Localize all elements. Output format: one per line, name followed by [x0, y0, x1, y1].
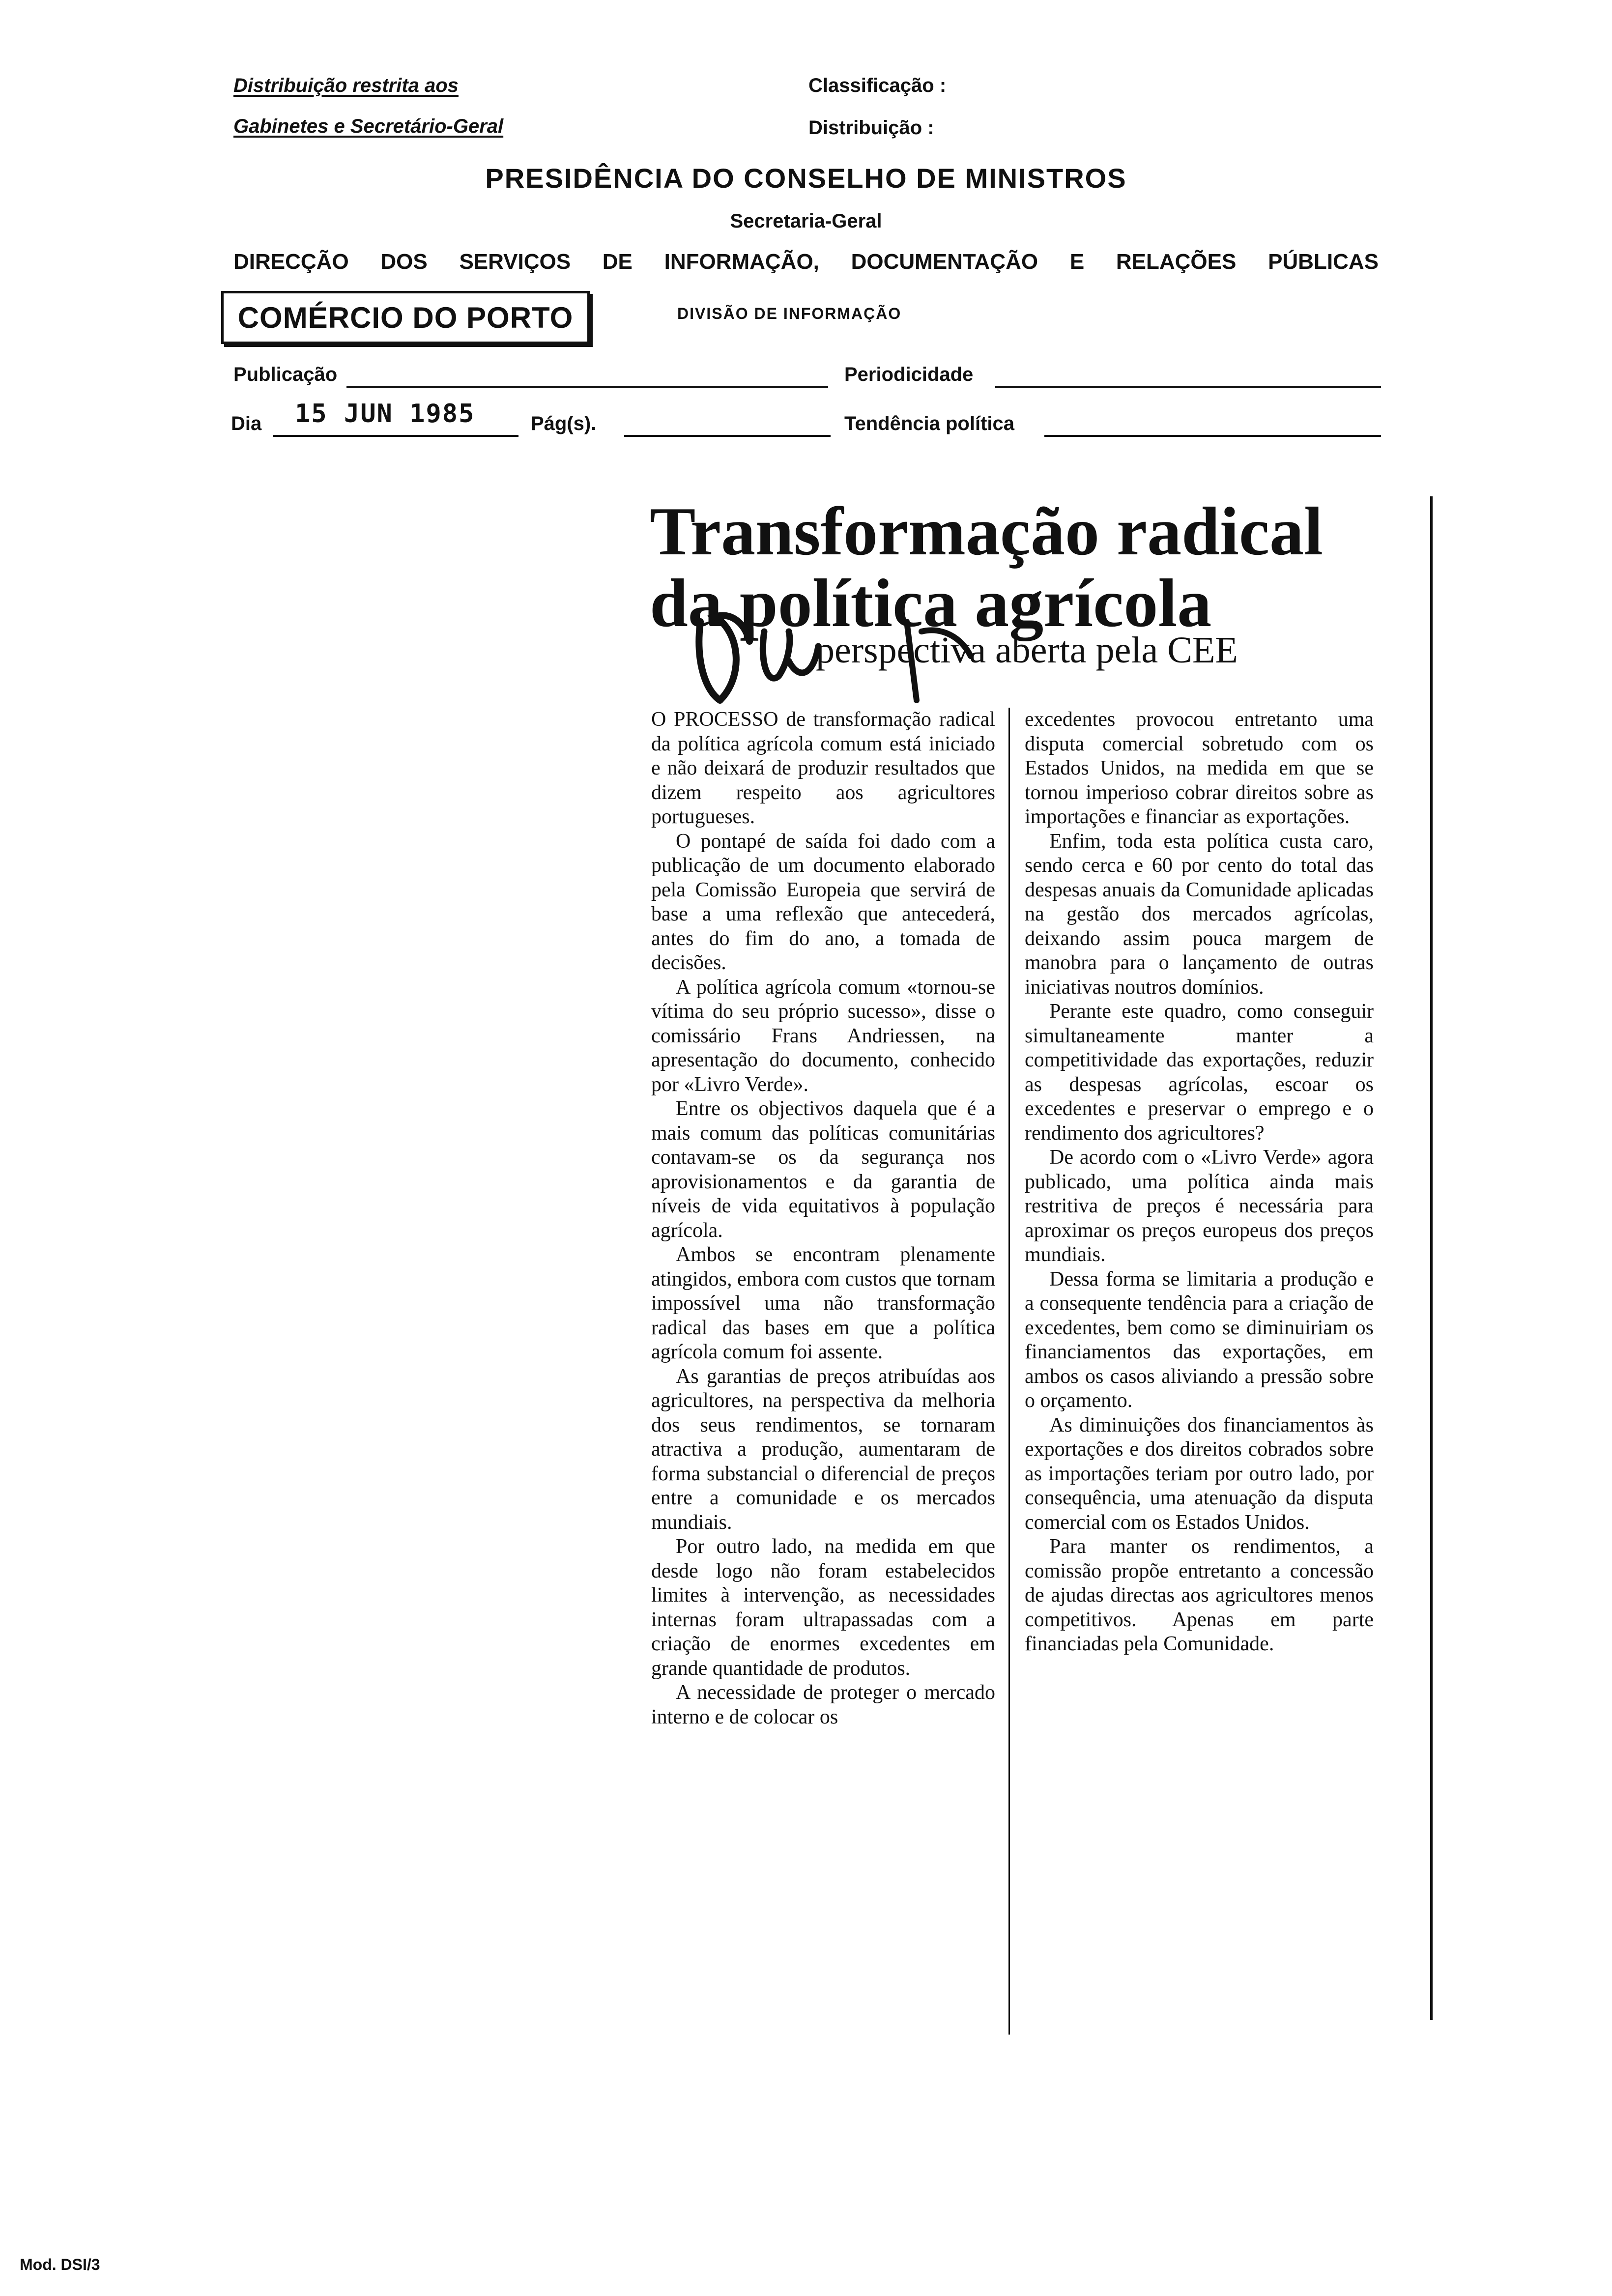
article-paragraph: Por outro lado, na medida em que desde logo não foram estabelecidos limites à intervenção, as necessidades internas foram ultrapassadas com a criação de enormes excedentes em grande quantidade de produtos.: [651, 1535, 995, 1680]
classification-label: Classificação :: [808, 75, 947, 96]
day-field-line: [273, 435, 518, 437]
newspaper-stamp: COMÉRCIO DO PORTO: [221, 291, 590, 344]
article-paragraph: As diminuições dos financiamentos às exportações e dos direitos cobrados sobre as importações teriam por outro lado, por consequência, uma atenuação da disputa comercial com os Estados Unidos.: [1025, 1413, 1374, 1534]
secretariat-heading: Secretaria-Geral: [730, 210, 882, 232]
article-paragraph: As garantias de preços atribuídas aos agricultores, na perspectiva da melhoria dos seus rendimentos, se tornaram atractiva a produção, aumentaram de forma substancial o diferencial de preços entre a comunidade e os mercados mundiais.: [651, 1365, 995, 1534]
article-paragraph: Perante este quadro, como conseguir simultaneamente manter a competitividade das exportações, reduzir as despesas agrícolas, escoar os excedentes e preservar o emprego e o rendimento dos agricultores?: [1025, 1000, 1374, 1145]
article-paragraph: A política agrícola comum «tornou-se vítima do seu próprio sucesso», disse o comissário Frans Andriessen, na apresentação do documento, conhecido por «Livro Verde».: [651, 976, 995, 1096]
pages-label: Pág(s).: [531, 413, 597, 434]
directorate-word: DOCUMENTAÇÃO: [851, 250, 1038, 274]
article-column-2: [1025, 708, 1374, 1657]
article-paragraph: Ambos se encontram plenamente atingidos, embora com custos que tornam impossível uma não transformação radical das bases em que a política agrícola comum foi assente.: [651, 1243, 995, 1363]
directorate-word: RELAÇÕES: [1116, 250, 1237, 274]
article-paragraph: excedentes provocou entretanto uma disputa comercial sobretudo com os Estados Unidos, na medida em que se tornou imperioso cobrar direitos sobre as importações e financiar as exportações.: [1025, 708, 1374, 828]
directorate-word: DE: [602, 250, 633, 274]
division-label: DIVISÃO DE INFORMAÇÃO: [677, 305, 902, 322]
directorate-word: DOS: [380, 250, 428, 274]
form-code: Mod. DSI/3: [20, 2256, 100, 2273]
handwritten-mark: [686, 602, 990, 710]
column-divider: [1008, 708, 1010, 2035]
pages-field-line: [624, 435, 831, 437]
restricted-distribution-line1: Distribuição restrita aos: [233, 75, 459, 96]
article-subtitle: perspectiva aberta pela CEE: [816, 630, 1238, 671]
article-paragraph: O PROCESSO de transformação radical da política agrícola comum está iniciado e não deixará de produzir resultados que dizem respeito aos agricultores portugueses.: [651, 708, 995, 828]
directorate-word: E: [1069, 250, 1085, 274]
periodicity-label: Periodicidade: [844, 364, 974, 385]
article-title-line2: da política agrícola: [650, 565, 1212, 641]
tendency-field-line: [1044, 435, 1381, 437]
tendency-label: Tendência política: [844, 413, 1014, 434]
publication-label: Publicação: [233, 364, 338, 385]
publication-field-line: [346, 386, 828, 388]
clipping-edge-line: [1430, 496, 1433, 2020]
article-paragraph: Dessa forma se limitaria a produção e a consequente tendência para a criação de excedentes, bem como se diminuiriam os financiamentos das exportações, em ambos os casos aliviando a pressão sobre o orçamento.: [1025, 1267, 1374, 1412]
directorate-heading: [233, 250, 1379, 274]
article-paragraph: Entre os objectivos daquela que é a mais comum das políticas comunitárias contavam-se os da segurança nos aprovisionamentos e da garantia de níveis de vida equitativos à população agrícola.: [651, 1097, 995, 1242]
article-paragraph: Para manter os rendimentos, a comissão propõe entretanto a concessão de ajudas directas aos agricultores menos competitivos. Apenas em parte financiadas pela Comunidade.: [1025, 1535, 1374, 1655]
distribution-label: Distribuição :: [808, 117, 934, 139]
article-title-line1: Transformação radical: [650, 493, 1323, 570]
day-label: Dia: [231, 413, 262, 434]
institution-heading: PRESIDÊNCIA DO CONSELHO DE MINISTROS: [485, 163, 1127, 194]
article-column-1: [651, 708, 995, 1729]
article-paragraph: A necessidade de proteger o mercado interno e de colocar os: [651, 1681, 995, 1728]
article-paragraph: De acordo com o «Livro Verde» agora publicado, uma política ainda mais restritiva de preços é necessária para aproximar os preços europeus dos preços mundiais.: [1025, 1146, 1374, 1266]
restricted-distribution-line2: Gabinetes e Secretário-Geral: [233, 115, 504, 137]
directorate-word: SERVIÇOS: [459, 250, 571, 274]
article-paragraph: Enfim, toda esta política custa caro, sendo cerca e 60 por cento do total das despesas anuais da Comunidade aplicadas na gestão dos mercados agrícolas, deixando assim pouca margem de manobra para o lançamento de outras iniciativas noutros domínios.: [1025, 830, 1374, 999]
article-paragraph: O pontapé de saída foi dado com a publicação de um documento elaborado pela Comissão Europeia que servirá de base a uma reflexão que antecederá, antes do fim do ano, a tomada de decisões.: [651, 830, 995, 974]
date-stamp: 15 JUN 1985: [295, 399, 475, 429]
directorate-word: DIRECÇÃO: [233, 250, 349, 274]
directorate-word: INFORMAÇÃO,: [664, 250, 819, 274]
directorate-word: PÚBLICAS: [1268, 250, 1379, 274]
periodicity-field-line: [995, 386, 1381, 388]
